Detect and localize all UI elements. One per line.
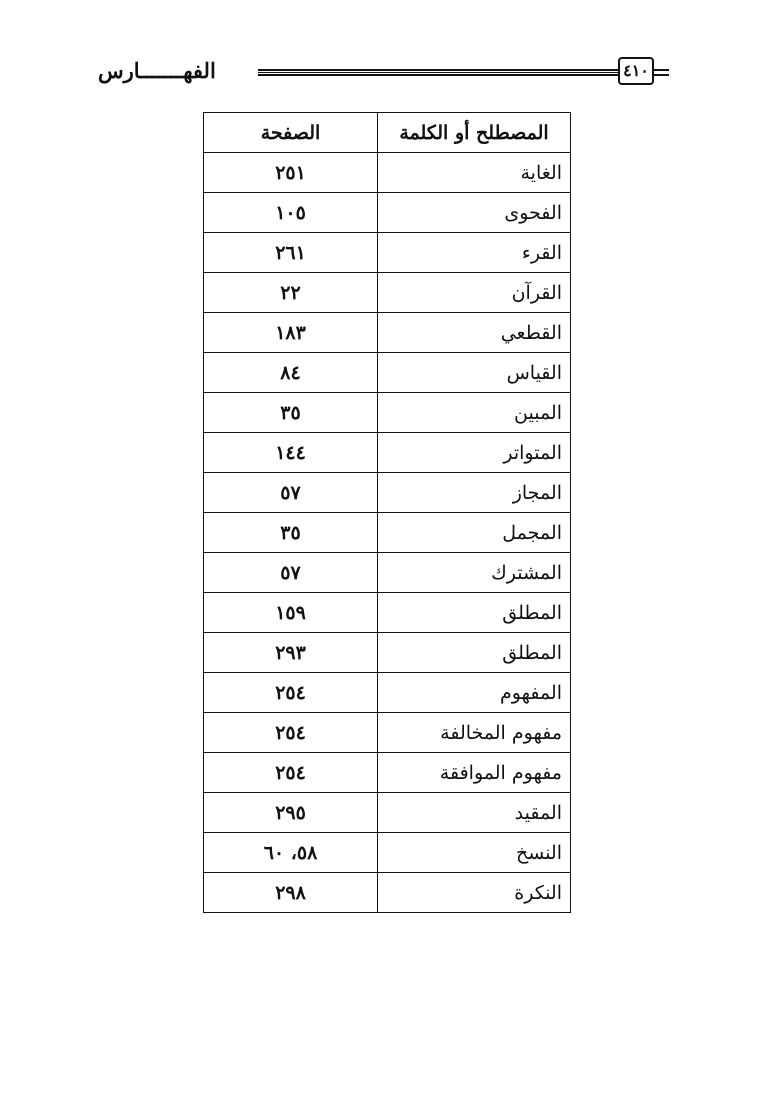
term-cell: مفهوم الموافقة [378, 753, 571, 793]
header-title: الفهـــــــارس [98, 58, 216, 83]
table-header-row [204, 113, 571, 153]
table-row [204, 473, 571, 513]
page-cell: ١٤٤ [204, 433, 378, 473]
header-rule-tail [653, 69, 669, 76]
term-cell: المطلق [378, 633, 571, 673]
term-cell: مفهوم المخالفة [378, 713, 571, 753]
table-row [204, 713, 571, 753]
page-cell: ٨٤ [204, 353, 378, 393]
page-cell: ٥٧ [204, 553, 378, 593]
table-row [204, 313, 571, 353]
term-cell: القرء [378, 233, 571, 273]
term-cell: المبين [378, 393, 571, 433]
table-row [204, 553, 571, 593]
table-row [204, 793, 571, 833]
term-cell: الفحوى [378, 193, 571, 233]
term-cell: الغاية [378, 153, 571, 193]
table-row [204, 593, 571, 633]
term-cell: المشترك [378, 553, 571, 593]
table-row [204, 513, 571, 553]
table-row [204, 273, 571, 313]
page-cell: ١٥٩ [204, 593, 378, 633]
page-cell: ١٨٣ [204, 313, 378, 353]
page-cell: ٢٥٤ [204, 713, 378, 753]
term-cell: النسخ [378, 833, 571, 873]
page-cell: ٢٢ [204, 273, 378, 313]
page-cell: ٣٥ [204, 513, 378, 553]
page-cell: ٢٥٤ [204, 753, 378, 793]
page-header [90, 52, 680, 92]
page-cell: ٢٩٨ [204, 873, 378, 913]
table-row [204, 753, 571, 793]
table-row [204, 673, 571, 713]
table-row [204, 233, 571, 273]
header-rule [258, 69, 623, 76]
page-number: ٤١٠ [618, 57, 654, 85]
term-cell: المجاز [378, 473, 571, 513]
page-cell: ١٠٥ [204, 193, 378, 233]
table-row [204, 433, 571, 473]
table-row [204, 393, 571, 433]
term-cell: المتواتر [378, 433, 571, 473]
term-cell: المفهوم [378, 673, 571, 713]
page-cell: ٢٥١ [204, 153, 378, 193]
page-cell: ٢٩٥ [204, 793, 378, 833]
term-cell: القطعي [378, 313, 571, 353]
table-row [204, 633, 571, 673]
column-header-page: الصفحة [204, 113, 378, 153]
term-cell: القرآن [378, 273, 571, 313]
term-cell: المجمل [378, 513, 571, 553]
term-cell: المطلق [378, 593, 571, 633]
term-cell: القياس [378, 353, 571, 393]
index-table [203, 112, 571, 913]
table-row [204, 873, 571, 913]
page-cell: ٢٦١ [204, 233, 378, 273]
page-cell: ٣٥ [204, 393, 378, 433]
page-cell: ٢٩٣ [204, 633, 378, 673]
table-row [204, 153, 571, 193]
page-cell: ٥٧ [204, 473, 378, 513]
table-row [204, 193, 571, 233]
table-row [204, 833, 571, 873]
page-cell: ٥٨، ٦٠ [204, 833, 378, 873]
column-header-term: المصطلح أو الكلمة [378, 113, 571, 153]
term-cell: النكرة [378, 873, 571, 913]
term-cell: المقيد [378, 793, 571, 833]
table-row [204, 353, 571, 393]
page-cell: ٢٥٤ [204, 673, 378, 713]
